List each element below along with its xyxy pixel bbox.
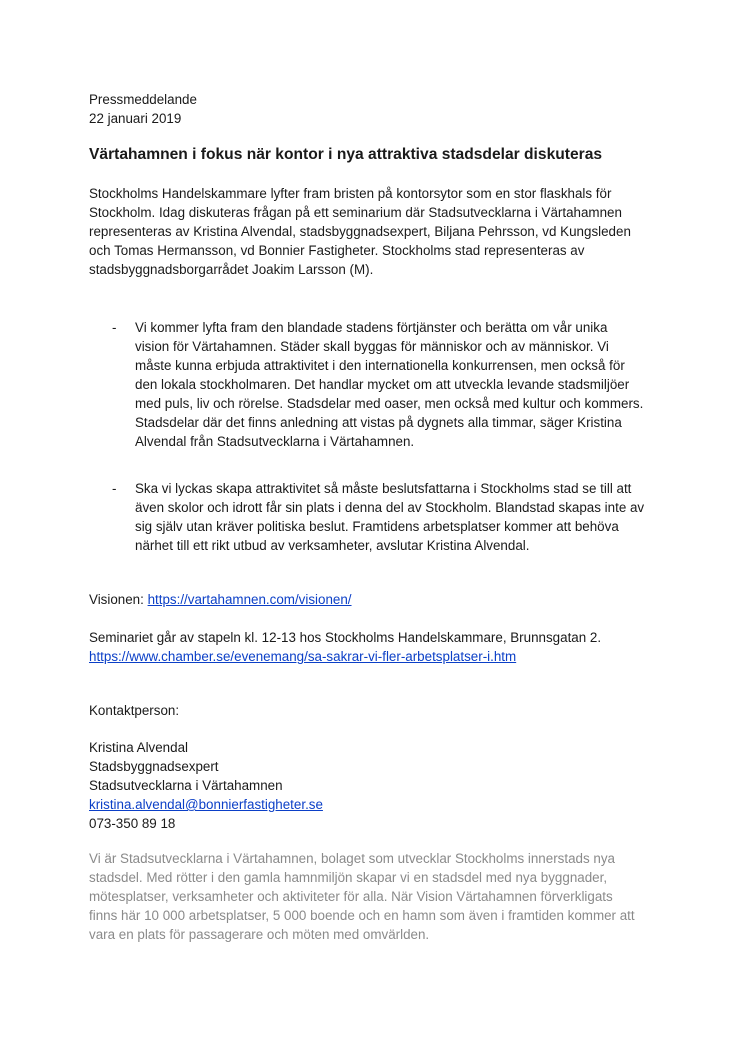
seminar-info: [89, 628, 659, 666]
vision-label: Visionen:: [89, 592, 148, 607]
contact-phone: 073-350 89 18: [89, 816, 176, 831]
quote-line: den lokala stockholmaren. Det handlar mycket om att utveckla levande stadsmiljöer: [135, 377, 630, 392]
seminar-text: Seminariet går av stapeln kl. 12-13 hos Stockholms Handelskammare, Brunnsgatan 2.: [89, 630, 602, 645]
about-line: vara en plats för passagerare och möten med omvärlden.: [89, 927, 430, 942]
quote-line: sig själv utan kräver politiska beslut. Framtidens arbetsplatser kommer att behöva: [135, 519, 619, 534]
header: [89, 90, 659, 128]
intro-paragraph: [89, 184, 659, 279]
intro-line: Stockholm. Idag diskuteras frågan på ett seminarium där Stadsutvecklarna i Värtahamnen: [89, 205, 622, 220]
bullet-dash: -: [112, 481, 117, 496]
quote-bullet-1: [135, 318, 665, 451]
vision-link[interactable]: https://vartahamnen.com/visionen/: [147, 592, 352, 607]
bullet-dash: -: [112, 320, 117, 335]
release-date: 22 januari 2019: [89, 111, 182, 126]
about-paragraph: [89, 849, 659, 944]
quote-line: närhet till ett rikt utbud av verksamheter, avslutar Kristina Alvendal.: [135, 538, 530, 553]
page-title: Värtahamnen i fokus när kontor i nya attraktiva stadsdelar diskuteras: [89, 146, 603, 163]
about-line: stadsdel. Med rötter i den gamla hamnmiljön skapar vi en stadsdel med nya byggnader,: [89, 870, 608, 885]
about-line: Vi är Stadsutvecklarna i Värtahamnen, bolaget som utvecklar Stockholms innerstads nya: [89, 851, 615, 866]
contact-company: Stadsutvecklarna i Värtahamnen: [89, 778, 283, 793]
quote-line: Ska vi lyckas skapa attraktivitet så måste beslutsfattarna i Stockholms stad se till att: [135, 481, 632, 496]
about-line: finns här 10 000 arbetsplatser, 5 000 boende och en hamn som även i framtiden kommer att: [89, 908, 635, 923]
quote-line: med puls, liv och rörelse. Stadsdelar med oaser, men också med kultur och kommers.: [135, 396, 644, 411]
quote-line: måste kunna erbjuda attraktivitet i den internationella konkurrensen, men också för: [135, 358, 625, 373]
quote-line: Alvendal från Stadsutvecklarna i Värtahamnen.: [135, 434, 415, 449]
quote-line: Stadsdelar där det finns anledning att vistas på dygnets alla timmar, säger Kristina: [135, 415, 622, 430]
quote-line: vision för Värtahamnen. Städer skall byggas för människor och av människor. Vi: [135, 339, 609, 354]
doc-type-label: Pressmeddelande: [89, 92, 197, 107]
seminar-link[interactable]: https://www.chamber.se/evenemang/sa-sakrar-vi-fler-arbetsplatser-i.htm: [89, 649, 517, 664]
quote-line: även skolor och idrott får sin plats i denna del av Stockholm. Blandstad skapas inte av: [135, 500, 645, 515]
about-line: mötesplatser, verksamheter och aktiviteter för alla. När Vision Värtahamnen förverkligats: [89, 889, 613, 904]
contact-role: Stadsbyggnadsexpert: [89, 759, 219, 774]
intro-line: representeras av Kristina Alvendal, stadsbyggnadsexpert, Biljana Pehrsson, vd Kungsleden: [89, 224, 631, 239]
contact-name: Kristina Alvendal: [89, 740, 188, 755]
quote-line: Vi kommer lyfta fram den blandade stadens förtjänster och berätta om vår unika: [135, 320, 608, 335]
intro-line: stadsbyggnadsborgarrådet Joakim Larsson (M).: [89, 262, 374, 277]
contact-heading: Kontaktperson:: [89, 703, 180, 718]
contact-block: [89, 738, 659, 833]
intro-line: Stockholms Handelskammare lyfter fram bristen på kontorsytor som en stor flaskhals för: [89, 186, 612, 201]
quote-bullet-2: [135, 479, 665, 555]
intro-line: och Tomas Hermansson, vd Bonnier Fastigheter. Stockholms stad representeras av: [89, 243, 585, 258]
contact-email-link[interactable]: kristina.alvendal@bonnierfastigheter.se: [89, 797, 323, 812]
vision-line: [89, 590, 659, 609]
